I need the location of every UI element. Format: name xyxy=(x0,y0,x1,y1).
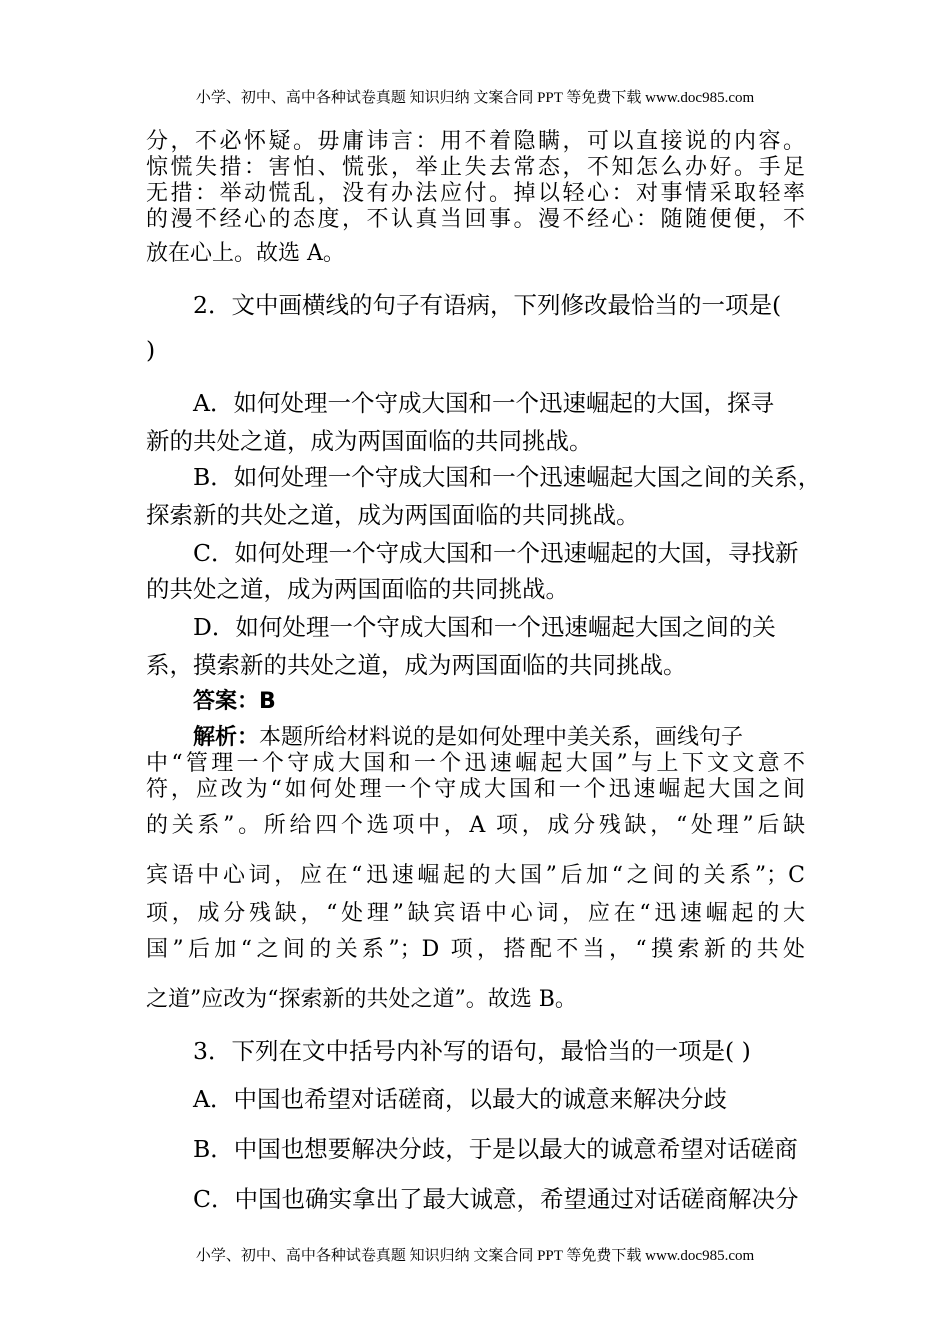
text-line: 之道”应改为“探索新的共处之道”。故选 B。 xyxy=(146,987,577,1012)
option-c: C．中国也确实拿出了最大诚意，希望通过对话磋商解决分 xyxy=(193,1185,799,1213)
page-footer: 小学、初中、高中各种试卷真题 知识归纳 文案合同 PPT 等免费下载 www.doc985.com xyxy=(195,1248,755,1264)
analysis-text: 本题所给材料说的是如何处理中美关系，画线句子 xyxy=(259,725,744,750)
text-line: 分，不必怀疑。毋庸讳言：用不着隐瞒，可以直接说的内容。 xyxy=(146,129,805,154)
option-a: A．中国也希望对话磋商，以最大的诚意来解决分歧 xyxy=(193,1085,727,1113)
text-line: 惊慌失措：害怕、慌张，举止失去常态，不知怎么办好。手足 xyxy=(146,155,805,180)
text-line: 探索新的共处之道，成为两国面临的共同挑战。 xyxy=(146,501,640,529)
answer: 答案：B xyxy=(193,689,276,714)
text-line: 宾语中心词，应在“迅速崛起的大国”后加“之间的关系”；C xyxy=(146,863,805,888)
option-d: D．如何处理一个守成大国和一个迅速崛起大国之间的关 xyxy=(193,613,776,641)
text-line: 的漫不经心的态度，不认真当回事。漫不经心：随随便便，不 xyxy=(146,207,805,232)
text-line: 无措：举动慌乱，没有办法应付。掉以轻心：对事情采取轻率 xyxy=(146,181,805,206)
option-b: B．中国也想要解决分歧，于是以最大的诚意希望对话磋商 xyxy=(193,1135,798,1163)
text-line: 的共处之道，成为两国面临的共同挑战。 xyxy=(146,575,569,603)
text-line: 符，应改为“如何处理一个守成大国和一个迅速崛起大国之间 xyxy=(146,777,805,802)
option-a: A．如何处理一个守成大国和一个迅速崛起的大国，探寻 xyxy=(193,389,774,417)
question-2: 2．文中画横线的句子有语病，下列修改最恰当的一项是( xyxy=(193,291,782,319)
text-line: 放在心上。故选 A。 xyxy=(146,241,345,266)
text-line: 新的共处之道，成为两国面临的共同挑战。 xyxy=(146,427,593,455)
question-3: 3．下列在文中括号内补写的语句，最恰当的一项是( ) xyxy=(193,1037,751,1065)
option-b: B．如何处理一个守成大国和一个迅速崛起大国之间的关系， xyxy=(193,463,822,491)
text-line: 国”后加“之间的关系”；D 项，搭配不当，“摸索新的共处 xyxy=(146,937,805,962)
option-c: C．如何处理一个守成大国和一个迅速崛起的大国，寻找新 xyxy=(193,539,799,567)
text-line: 的关系”。所给四个选项中，A 项，成分残缺，“处理”后缺 xyxy=(146,813,805,838)
text-line: 项，成分残缺，“处理”缺宾语中心词，应在“迅速崛起的大 xyxy=(146,901,805,926)
text-line: ) xyxy=(146,336,156,364)
text-line: 中“管理一个守成大国和一个迅速崛起大国”与上下文文意不 xyxy=(146,751,805,776)
text-line: 系，摸索新的共处之道，成为两国面临的共同挑战。 xyxy=(146,651,687,679)
page-header: 小学、初中、高中各种试卷真题 知识归纳 文案合同 PPT 等免费下载 www.doc985.com xyxy=(195,90,755,106)
analysis-label: 解析： xyxy=(193,725,260,750)
